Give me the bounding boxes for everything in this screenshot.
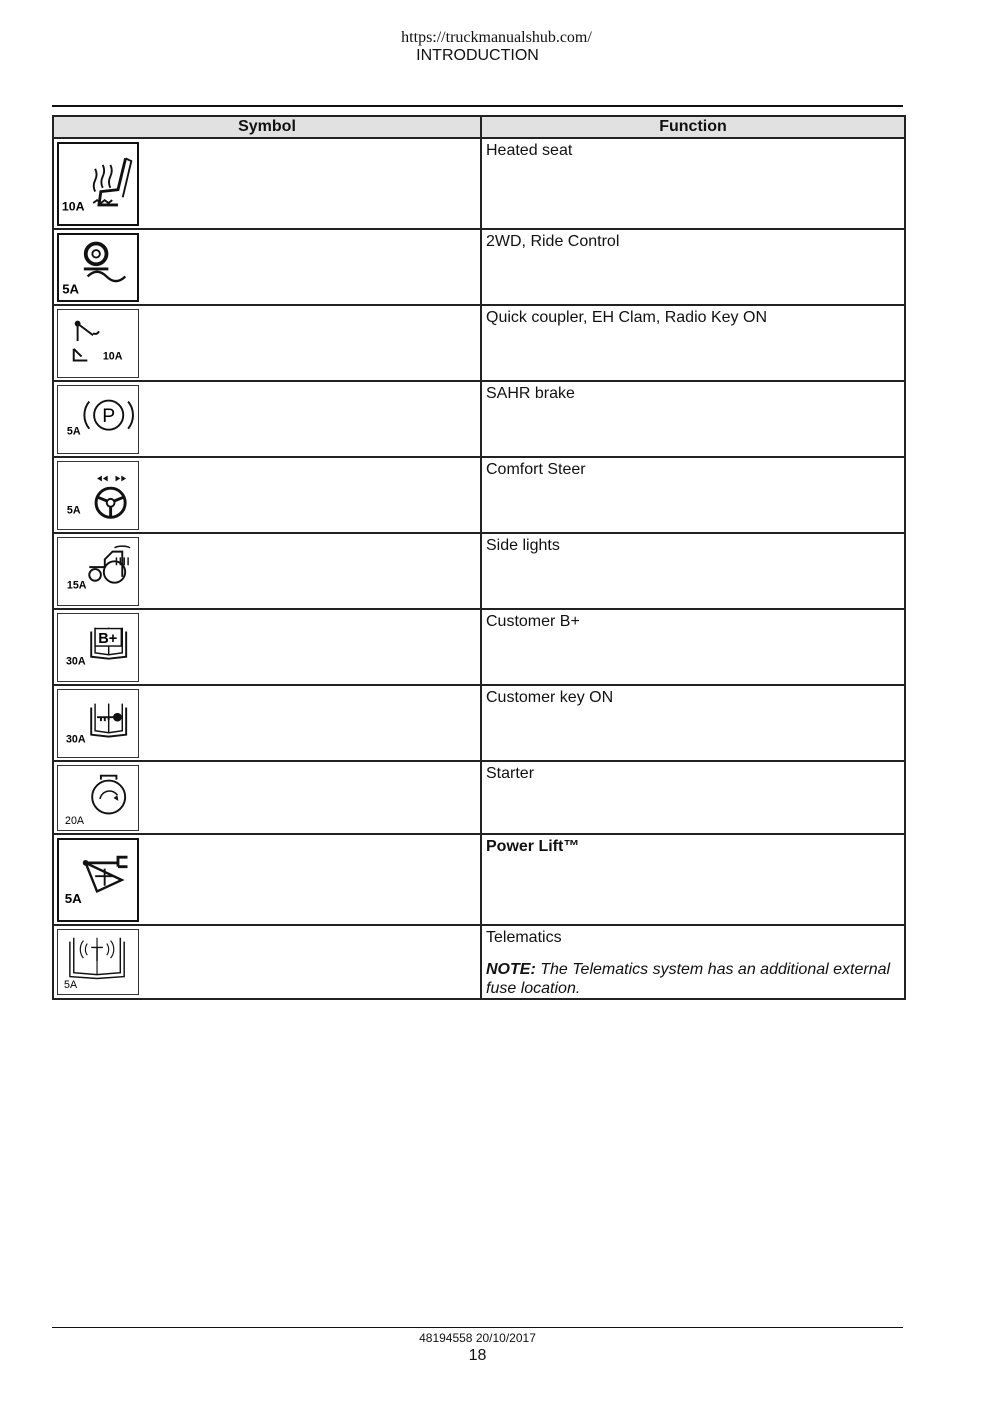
fuse-rating: 5A [62,281,80,297]
function-cell [481,533,905,609]
fuse-table [52,115,906,1000]
fuse-rating: 5A [64,890,82,906]
symbol-cell [53,761,481,834]
section-title: INTRODUCTION [416,47,539,64]
symbol-cell [53,925,481,999]
table-header-row [53,116,905,138]
note-label: NOTE: [486,961,536,978]
symbol-cell [53,609,481,685]
footer-rule [52,1327,903,1328]
function-text: Heated seat [486,142,573,159]
document-number: 48194558 20/10/2017 [419,1331,536,1345]
table-row [53,381,905,457]
telematics-icon [57,929,139,995]
parking-brake-icon [57,385,139,454]
b-plus-glyph: B+ [98,631,118,648]
function-cell [481,305,905,381]
column-header-function: Function [481,116,905,138]
symbol-cell [53,533,481,609]
function-cell [481,685,905,761]
table-row [53,305,905,381]
function-cell [481,138,905,229]
starter-icon [57,765,139,831]
symbol-cell [53,834,481,925]
function-text: Customer B+ [486,613,580,630]
symbol-cell [53,305,481,381]
symbol-cell [53,685,481,761]
quick-coupler-icon [57,309,139,378]
fuse-rating: 5A [64,979,78,992]
table-row [53,609,905,685]
power-lift-icon [57,838,139,922]
note-text: The Telematics system has an additional external fuse location. [486,961,891,997]
function-text: Customer key ON [486,689,614,706]
function-cell [481,761,905,834]
fuse-rating: 20A [65,815,84,828]
function-text: Telematics [486,929,562,946]
customer-key-icon [57,689,139,758]
page-number: 18 [468,1347,487,1364]
fuse-rating: 15A [66,579,87,592]
heated-seat-icon [57,142,139,226]
function-text: SAHR brake [486,385,575,402]
function-cell [481,229,905,305]
column-header-symbol: Symbol [53,116,481,138]
function-text: Side lights [486,537,560,554]
telematics-note [482,958,904,998]
table-row [53,925,905,999]
fuse-rating: 30A [65,733,86,746]
function-text: Starter [486,765,535,782]
fuse-rating: 5A [66,425,81,438]
function-text: 2WD, Ride Control [486,233,620,250]
function-cell [481,609,905,685]
function-cell [481,925,905,999]
function-cell [481,381,905,457]
steering-wheel-icon [57,461,139,530]
header-rule [52,105,903,107]
symbol-cell [53,138,481,229]
svg-text:P: P [102,404,116,427]
table-row [53,138,905,229]
fuse-rating: 10A [102,350,123,363]
table-row [53,834,905,925]
symbol-cell [53,229,481,305]
function-text: Power Lift™ [486,838,580,855]
function-cell [481,834,905,925]
side-lights-icon [57,537,139,606]
table-row [53,761,905,834]
customer-b-plus-icon [57,613,139,682]
fuse-rating: 30A [65,655,86,668]
table-row [53,685,905,761]
function-cell [481,457,905,533]
symbol-cell [53,381,481,457]
function-text: Comfort Steer [486,461,586,478]
function-text: Quick coupler, EH Clam, Radio Key ON [486,309,767,326]
symbol-cell [53,457,481,533]
source-url[interactable]: https://truckmanualshub.com/ [401,29,592,46]
fuse-rating: 10A [61,199,85,214]
fuse-rating: 5A [66,504,81,517]
table-row [53,533,905,609]
table-row [53,457,905,533]
ride-control-icon [57,233,139,302]
table-row [53,229,905,305]
